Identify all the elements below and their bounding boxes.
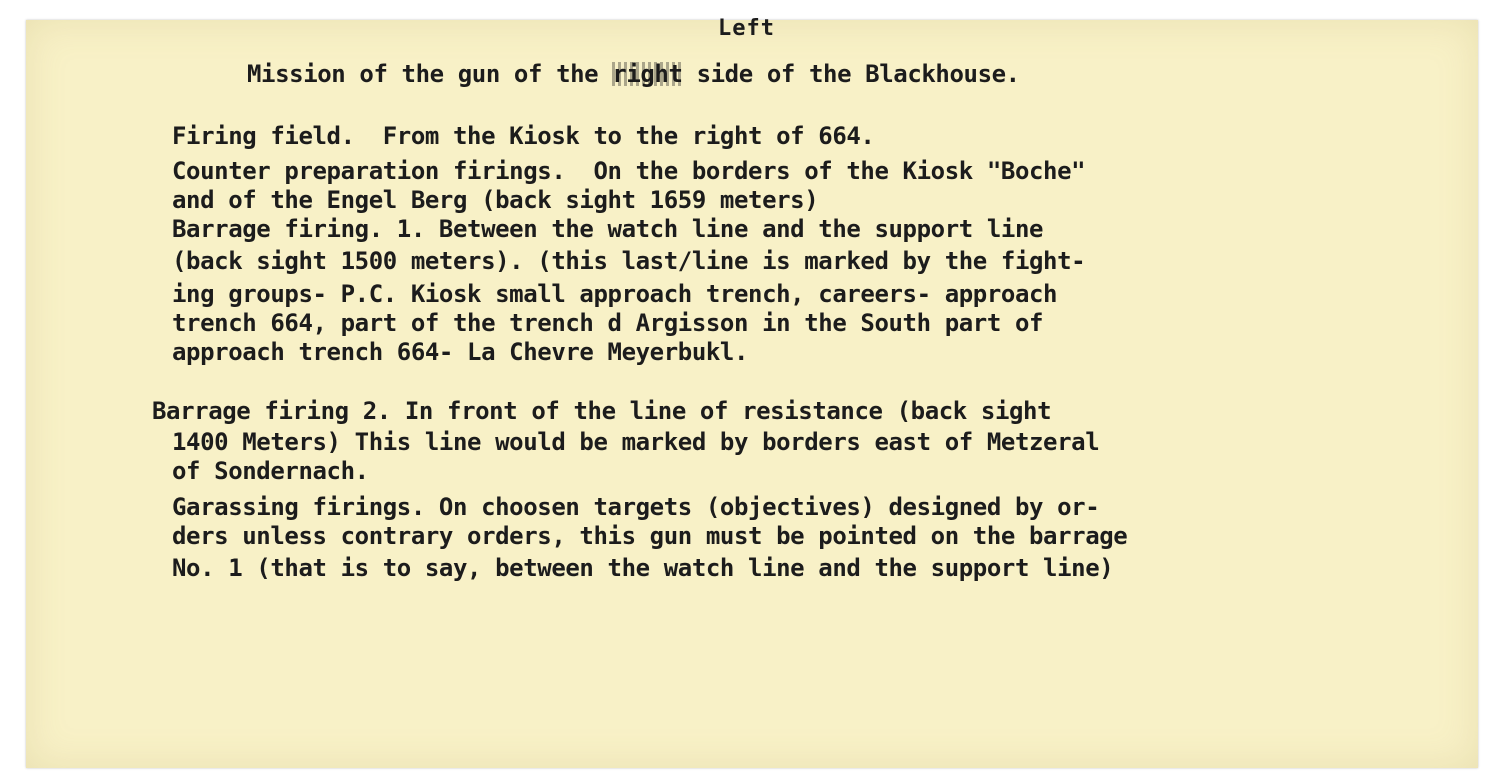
text-line: and of the Engel Berg (back sight 1659 meters) [172, 186, 819, 214]
handwritten-correction: Left [718, 16, 775, 41]
document-title [247, 60, 1020, 88]
text-line: Garassing firings. On choosen targets (objectives) designed by or- [172, 493, 1100, 521]
text-line: ders unless contrary orders, this gun must be pointed on the barrage [172, 522, 1128, 550]
text-line: 1400 Meters) This line would be marked by borders east of Metzeral [172, 428, 1100, 456]
text-line: trench 664, part of the trench d Argisson in the South part of [172, 309, 1044, 337]
title-text-start: Mission of the gun of the [247, 60, 613, 88]
text-line: No. 1 (that is to say, between the watch line and the support line) [172, 554, 1114, 582]
text-line: approach trench 664- La Chevre Meyerbukl. [172, 338, 749, 366]
text-line: ing groups- P.C. Kiosk small approach trench, careers- approach [172, 280, 1058, 308]
text-line: Firing field. From the Kiosk to the right of 664. [172, 122, 875, 150]
text-line: Counter preparation firings. On the borders of the Kiosk "Boche" [172, 157, 1086, 185]
text-line: (back sight 1500 meters). (this last/line is marked by the fight- [172, 247, 1086, 275]
title-text-end: side of the Blackhouse. [682, 60, 1020, 88]
text-line: Barrage firing 2. In front of the line of resistance (back sight [152, 397, 1052, 425]
text-line: of Sondernach. [172, 457, 369, 485]
title-struck-word: right [612, 60, 683, 88]
text-line: Barrage firing. 1. Between the watch line and the support line [172, 215, 1044, 243]
